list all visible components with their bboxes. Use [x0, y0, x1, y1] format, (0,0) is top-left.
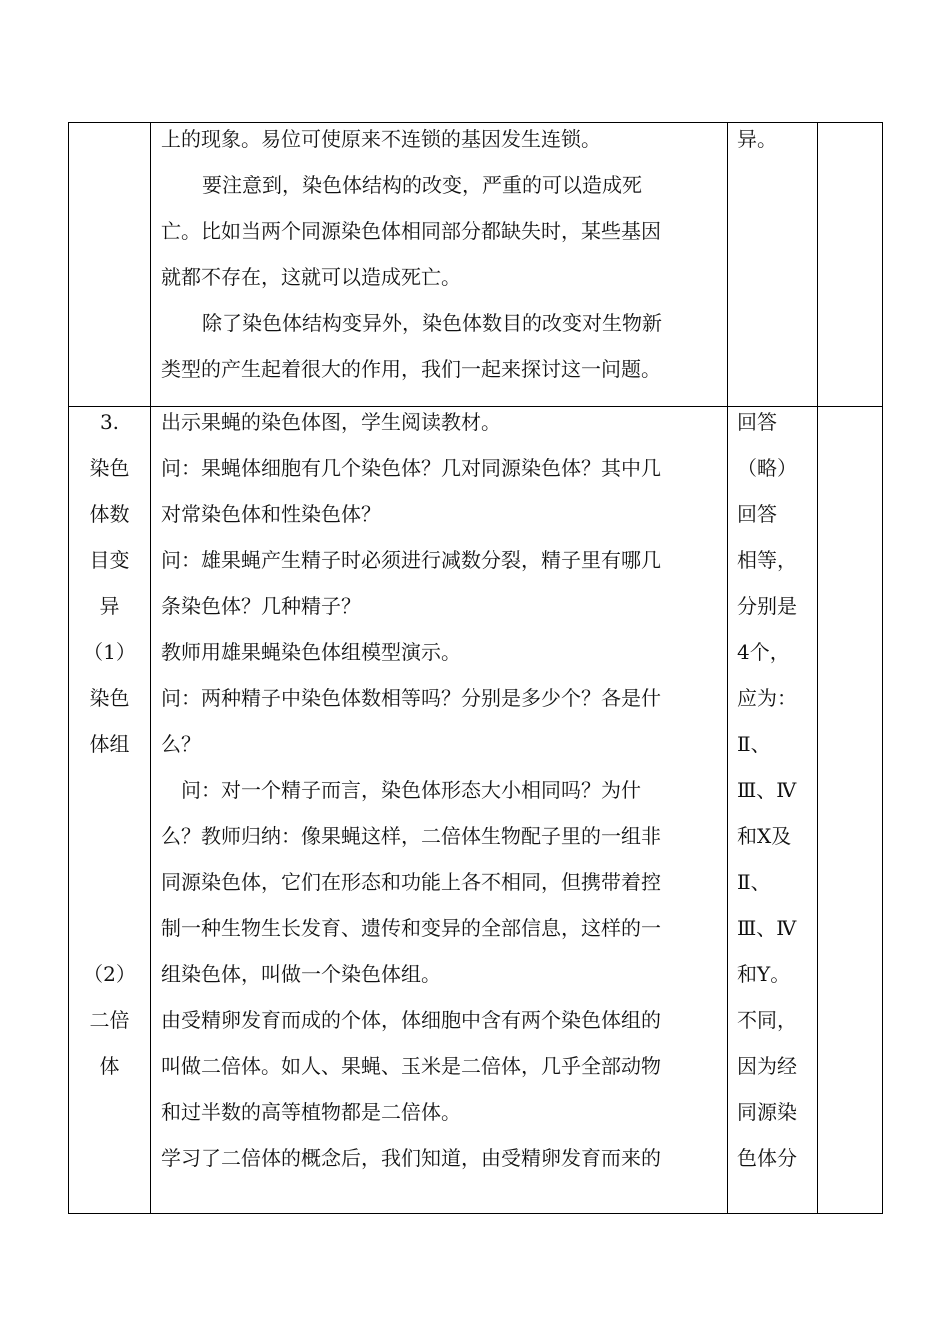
- student-line: 因为经: [737, 1054, 797, 1078]
- content-line: 问：果蝇体细胞有几个染色体？几对同源染色体？其中几: [161, 456, 661, 480]
- column-divider: [727, 123, 728, 1213]
- content-line: 问：对一个精子而言，染色体形态大小相同吗？为什: [181, 778, 641, 802]
- student-line: 回答: [737, 502, 777, 526]
- section-line: 体组: [89, 732, 130, 756]
- section-line: 体数: [89, 502, 130, 526]
- section-line: 染色: [89, 456, 130, 480]
- row2-content-cell: [161, 399, 721, 1181]
- content-line: 出示果蝇的染色体图，学生阅读教材。: [161, 410, 501, 434]
- student-line: 不同，: [737, 1008, 797, 1032]
- student-line: 应为：: [737, 686, 797, 710]
- content-line: 叫做二倍体。如人、果蝇、玉米是二倍体，几乎全部动物: [161, 1054, 661, 1078]
- content-line: 问：雄果蝇产生精子时必须进行减数分裂，精子里有哪几: [161, 548, 661, 572]
- student-line: Ⅱ、: [737, 732, 771, 756]
- lesson-table: [68, 122, 883, 1214]
- student-line: 色体分: [737, 1146, 797, 1170]
- section-line: 染色: [89, 686, 130, 710]
- student-line: 异。: [737, 127, 777, 151]
- student-line: 回答: [737, 410, 777, 434]
- student-line: 分别是: [737, 594, 797, 618]
- row2-student-cell: [737, 399, 817, 1181]
- content-line: 对常染色体和性染色体？: [161, 502, 381, 526]
- column-divider: [817, 123, 818, 1213]
- content-line: 学习了二倍体的概念后，我们知道，由受精卵发育而来的: [161, 1146, 661, 1170]
- content-line: 么？教师归纳：像果蝇这样，二倍体生物配子里的一组非: [161, 824, 661, 848]
- section-line: 二倍: [89, 1008, 130, 1032]
- content-line: 条染色体？几种精子？: [161, 594, 361, 618]
- student-line: 4个，: [737, 640, 790, 664]
- content-line: 么？: [161, 732, 201, 756]
- section-line: 3.: [99, 410, 120, 434]
- content-line: 同源染色体，它们在形态和功能上各不相同，但携带着控: [161, 870, 661, 894]
- content-line: 要注意到，染色体结构的改变，严重的可以造成死: [202, 173, 642, 197]
- section-line: （1）: [83, 640, 136, 664]
- student-line: Ⅲ、Ⅳ: [737, 778, 797, 802]
- content-line: 上的现象。易位可使原来不连锁的基因发生连锁。: [161, 127, 601, 151]
- content-line: 除了染色体结构变异外，染色体数目的改变对生物新: [202, 311, 662, 335]
- content-line: 教师用雄果蝇染色体组模型演示。: [161, 640, 461, 664]
- student-line: 同源染: [737, 1100, 797, 1124]
- section-line: 体: [99, 1054, 120, 1078]
- row1-student-cell: [737, 116, 817, 162]
- content-line: 类型的产生起着很大的作用，我们一起来探讨这一问题。: [161, 357, 661, 381]
- student-line: 和Y。: [737, 962, 791, 986]
- section-line: （2）: [83, 962, 136, 986]
- student-line: Ⅲ、Ⅳ: [737, 916, 797, 940]
- student-line: （略）: [737, 456, 797, 480]
- content-line: 组染色体，叫做一个染色体组。: [161, 962, 441, 986]
- column-divider: [150, 123, 151, 1213]
- content-line: 就都不存在，这就可以造成死亡。: [161, 265, 461, 289]
- content-line: 和过半数的高等植物都是二倍体。: [161, 1100, 461, 1124]
- section-line: 异: [99, 594, 120, 618]
- content-line: 由受精卵发育而成的个体，体细胞中含有两个染色体组的: [161, 1008, 661, 1032]
- student-line: 和X及: [737, 824, 792, 848]
- content-line: 制一种生物生长发育、遗传和变异的全部信息，这样的一: [161, 916, 661, 940]
- row1-content-cell: [161, 116, 721, 392]
- content-line: 问：两种精子中染色体数相等吗？分别是多少个？各是什: [161, 686, 661, 710]
- section-line: 目变: [89, 548, 130, 572]
- content-line: 亡。比如当两个同源染色体相同部分都缺失时，某些基因: [161, 219, 661, 243]
- student-line: Ⅱ、: [737, 870, 771, 894]
- row2-section-cell: [69, 399, 150, 1089]
- student-line: 相等，: [737, 548, 797, 572]
